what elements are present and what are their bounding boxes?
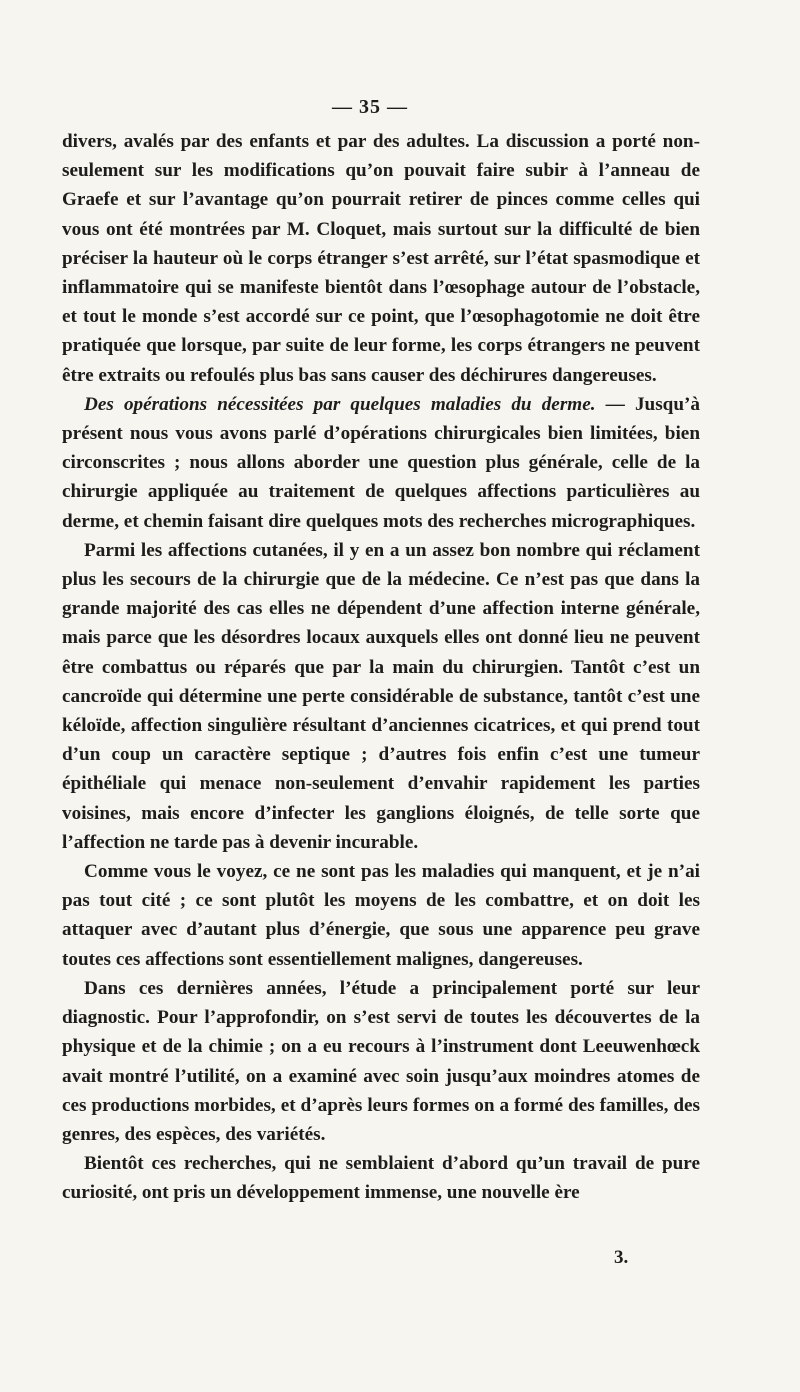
section-title: Des opérations nécessitées par quelques maladies du derme. xyxy=(84,393,596,415)
body-text xyxy=(62,127,700,1208)
paragraph-1: divers, avalés par des enfants et par des adultes. La discussion a porté non-seulement sur les modifications qu’on pouvait faire subir à l’anneau de Graefe et sur l’avantage qu’on pourrait retirer de pinces comme celles qui vous ont été montrées par M. Cloquet, mais surtout sur la difficulté de bien préciser la hauteur où le corps étranger s’est arrêté, sur l’état spasmodique et inflammatoire qui se manifeste bientôt dans l’œsophage autour de l’obstacle, et tout le monde s’est accordé sur ce point, que l’œsophagotomie ne doit être pratiquée que lorsque, par suite de leur forme, les corps étrangers ne peuvent être extraits ou refoulés plus bas sans causer des déchirures dangereuses. xyxy=(62,131,700,386)
paragraph-2-text: — Jusqu’à présent nous vous avons parlé d’opérations chirurgicales bien limitées, bien circonscrites ; nous allons aborder une question plus générale, celle de la chirurgie appliquée au traitement de quelques affections particulières au derme, et chemin faisant dire quelques mots des recherches micrographiques. xyxy=(62,393,700,532)
paragraph-6: Bientôt ces recherches, qui ne semblaient d’abord qu’un travail de pure curiosité, ont pris un développement immense, une nouvelle ère xyxy=(62,1153,700,1204)
paragraph-5: Dans ces dernières années, l’étude a principalement porté sur leur diagnostic. Pour l’approfondir, on s’est servi de toutes les découvertes de la physique et de la chimie ; on a eu recours à l’instrument dont Leeuwenhœck avait montré l’utilité, on a examiné avec soin jusqu’aux moindres atomes de ces productions morbides, et d’après leurs formes on a formé des familles, des genres, des espèces, des variétés. xyxy=(62,977,700,1145)
page-number: — 35 — xyxy=(332,96,408,118)
paragraph-2 xyxy=(62,390,700,536)
signature-mark: 3. xyxy=(614,1247,629,1268)
paragraph-3: Parmi les affections cutanées, il y en a un assez bon nombre qui réclament plus les secours de la chirurgie que de la médecine. Ce n’est pas que dans la grande majorité des cas elles ne dépendent d’une affection interne générale, mais parce que les désordres locaux auxquels elles ont donné lieu ne peuvent être combattus ou réparés que par la main du chirurgien. Tantôt c’est un cancroïde qui détermine une perte considérable de substance, tantôt c’est une kéloïde, affection singulière résultant d’anciennes cicatrices, et qui prend tout d’un coup un caractère septique ; d’autres fois enfin c’est une tumeur épithéliale qui menace non-seulement d’envahir rapidement les parties voisines, mais encore d’infecter les ganglions éloignés, de telle sorte que l’affection ne tarde pas à devenir incurable. xyxy=(62,539,700,853)
paragraph-4: Comme vous le voyez, ce ne sont pas les maladies qui manquent, et je n’ai pas tout cité ; ce sont plutôt les moyens de les combattre, et on doit les attaquer avec d’autant plus d’énergie, que sous une apparence peu grave toutes ces affections sont essentiellement malignes, dangereuses. xyxy=(62,861,700,970)
